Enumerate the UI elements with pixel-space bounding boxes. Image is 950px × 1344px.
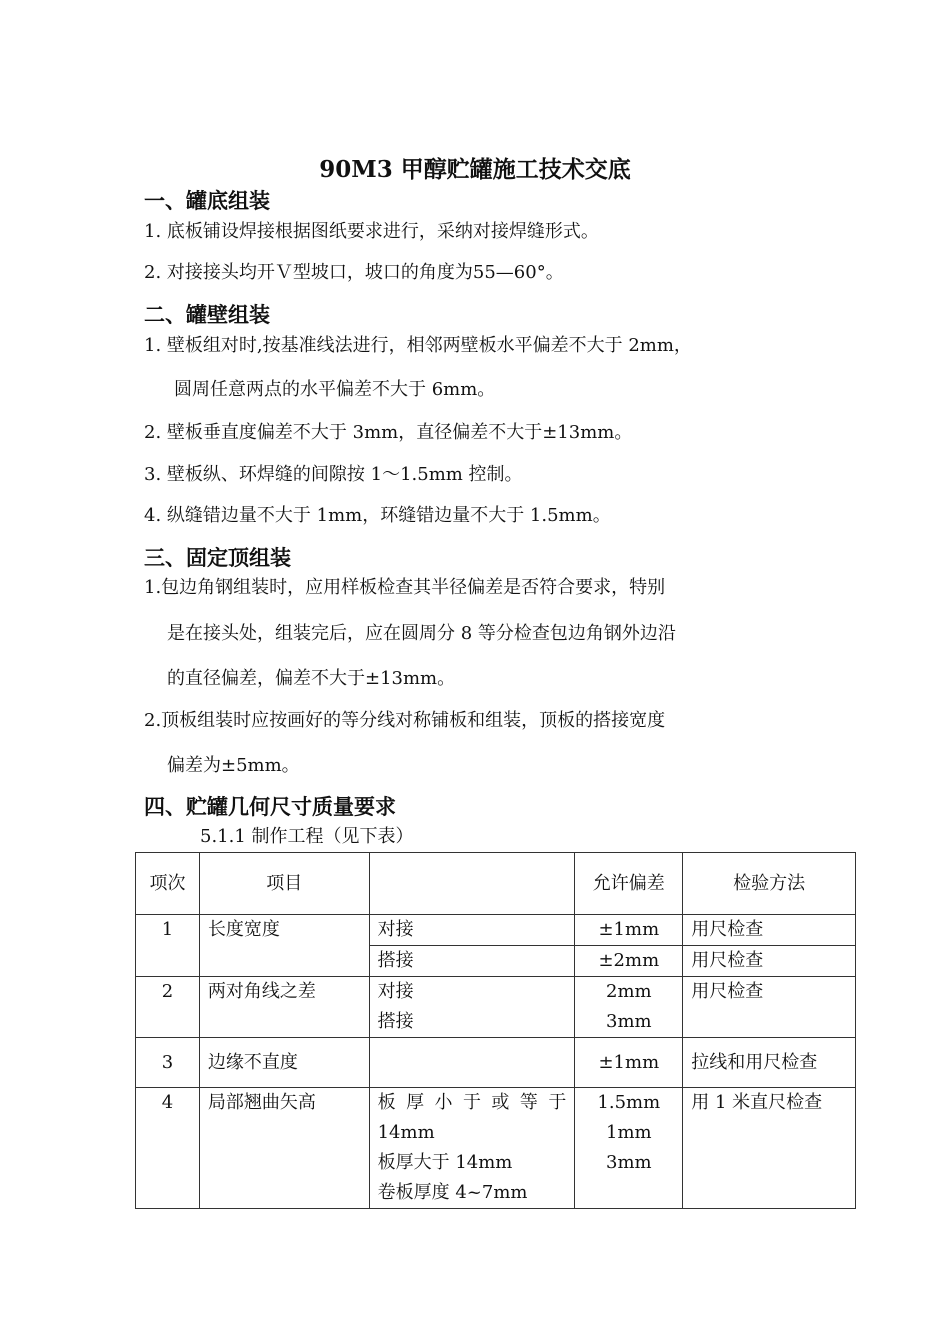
cell-item: 局部翘曲矢高	[199, 1088, 369, 1209]
header-cell: 项目	[199, 853, 369, 915]
quality-table	[135, 852, 856, 1209]
table-row	[136, 1038, 856, 1088]
cell-line: 2mm	[606, 981, 652, 1002]
cell-dev	[575, 977, 683, 1038]
paragraph: 1. 底板铺设焊接根据图纸要求进行，采纳对接焊缝形式。	[144, 221, 599, 242]
paragraph: 2. 对接接头均开Ｖ型坡口，坡口的角度为55—60°。	[144, 262, 564, 283]
cell-item: 两对角线之差	[199, 977, 369, 1038]
document-title: 90M3 甲醇贮罐施工技术交底	[319, 156, 631, 183]
paragraph: 是在接头处，组装完后，应在圆周分 8 等分检查包边角钢外边沿	[167, 623, 676, 644]
cell-line: 对接	[377, 981, 414, 1002]
section-heading-3: 三、固定顶组装	[144, 546, 291, 570]
paragraph: 2. 壁板垂直度偏差不大于 3mm，直径偏差不大于±13mm。	[144, 422, 633, 443]
cell-line: 卷板厚度 4~7mm	[377, 1182, 528, 1203]
paragraph: 的直径偏差，偏差不大于±13mm。	[167, 668, 456, 689]
cell-dev	[575, 1088, 683, 1209]
cell-item: 边缘不直度	[199, 1038, 369, 1088]
cell-line: 板厚大于 14mm	[377, 1152, 513, 1173]
table-caption: 5.1.1 制作工程（见下表）	[200, 826, 414, 847]
cell-method: 拉线和用尺检查	[683, 1038, 856, 1088]
paragraph: 2.顶板组装时应按画好的等分线对称铺板和组装，顶板的搭接宽度	[144, 710, 666, 731]
header-cell: 检验方法	[683, 853, 856, 915]
cell-dev: ±1mm	[575, 915, 683, 946]
table-row	[136, 977, 856, 1038]
header-cell: 允许偏差	[575, 853, 683, 915]
table-row	[136, 915, 856, 946]
cell-line: 14mm	[377, 1122, 435, 1143]
cell-line: 1mm	[606, 1122, 652, 1143]
cell-method: 用尺检查	[683, 915, 856, 946]
cell-line: 搭接	[377, 1011, 414, 1032]
cell-dev: ±1mm	[575, 1038, 683, 1088]
cell-no: 4	[136, 1088, 200, 1209]
cell-line: 板厚小于或等于	[377, 1092, 567, 1113]
cell-sub: 搭接	[369, 946, 575, 977]
cell-line: 3mm	[606, 1011, 652, 1032]
cell-method: 用尺检查	[683, 977, 856, 1038]
paragraph: 圆周任意两点的水平偏差不大于 6mm。	[174, 379, 496, 400]
cell-no: 3	[136, 1038, 200, 1088]
paragraph: 1. 壁板组对时,按基准线法进行，相邻两壁板水平偏差不大于 2mm，	[144, 335, 692, 356]
cell-item: 长度宽度	[199, 915, 369, 977]
paragraph: 偏差为±5mm。	[167, 755, 300, 776]
paragraph: 3. 壁板纵、环焊缝的间隙按 1～1.5mm 控制。	[144, 464, 523, 485]
cell-sub	[369, 1088, 575, 1209]
section-heading-2: 二、罐壁组装	[144, 303, 270, 327]
cell-line: 3mm	[606, 1152, 652, 1173]
cell-sub	[369, 977, 575, 1038]
cell-method: 用 1 米直尺检查	[683, 1088, 856, 1209]
header-cell	[369, 853, 575, 915]
section-heading-4: 四、贮罐几何尺寸质量要求	[144, 795, 396, 819]
cell-method: 用尺检查	[683, 946, 856, 977]
table-header-row	[136, 853, 856, 915]
section-heading-1: 一、罐底组装	[144, 189, 270, 213]
cell-dev: ±2mm	[575, 946, 683, 977]
header-cell: 项次	[136, 853, 200, 915]
paragraph: 4. 纵缝错边量不大于 1mm，环缝错边量不大于 1.5mm。	[144, 505, 611, 526]
cell-no: 2	[136, 977, 200, 1038]
cell-line: 1.5mm	[597, 1092, 661, 1113]
cell-no: 1	[136, 915, 200, 977]
paragraph: 1.包边角钢组装时，应用样板检查其半径偏差是否符合要求，特别	[144, 577, 666, 598]
cell-sub: 对接	[369, 915, 575, 946]
table-row	[136, 1088, 856, 1209]
cell-sub	[369, 1038, 575, 1088]
